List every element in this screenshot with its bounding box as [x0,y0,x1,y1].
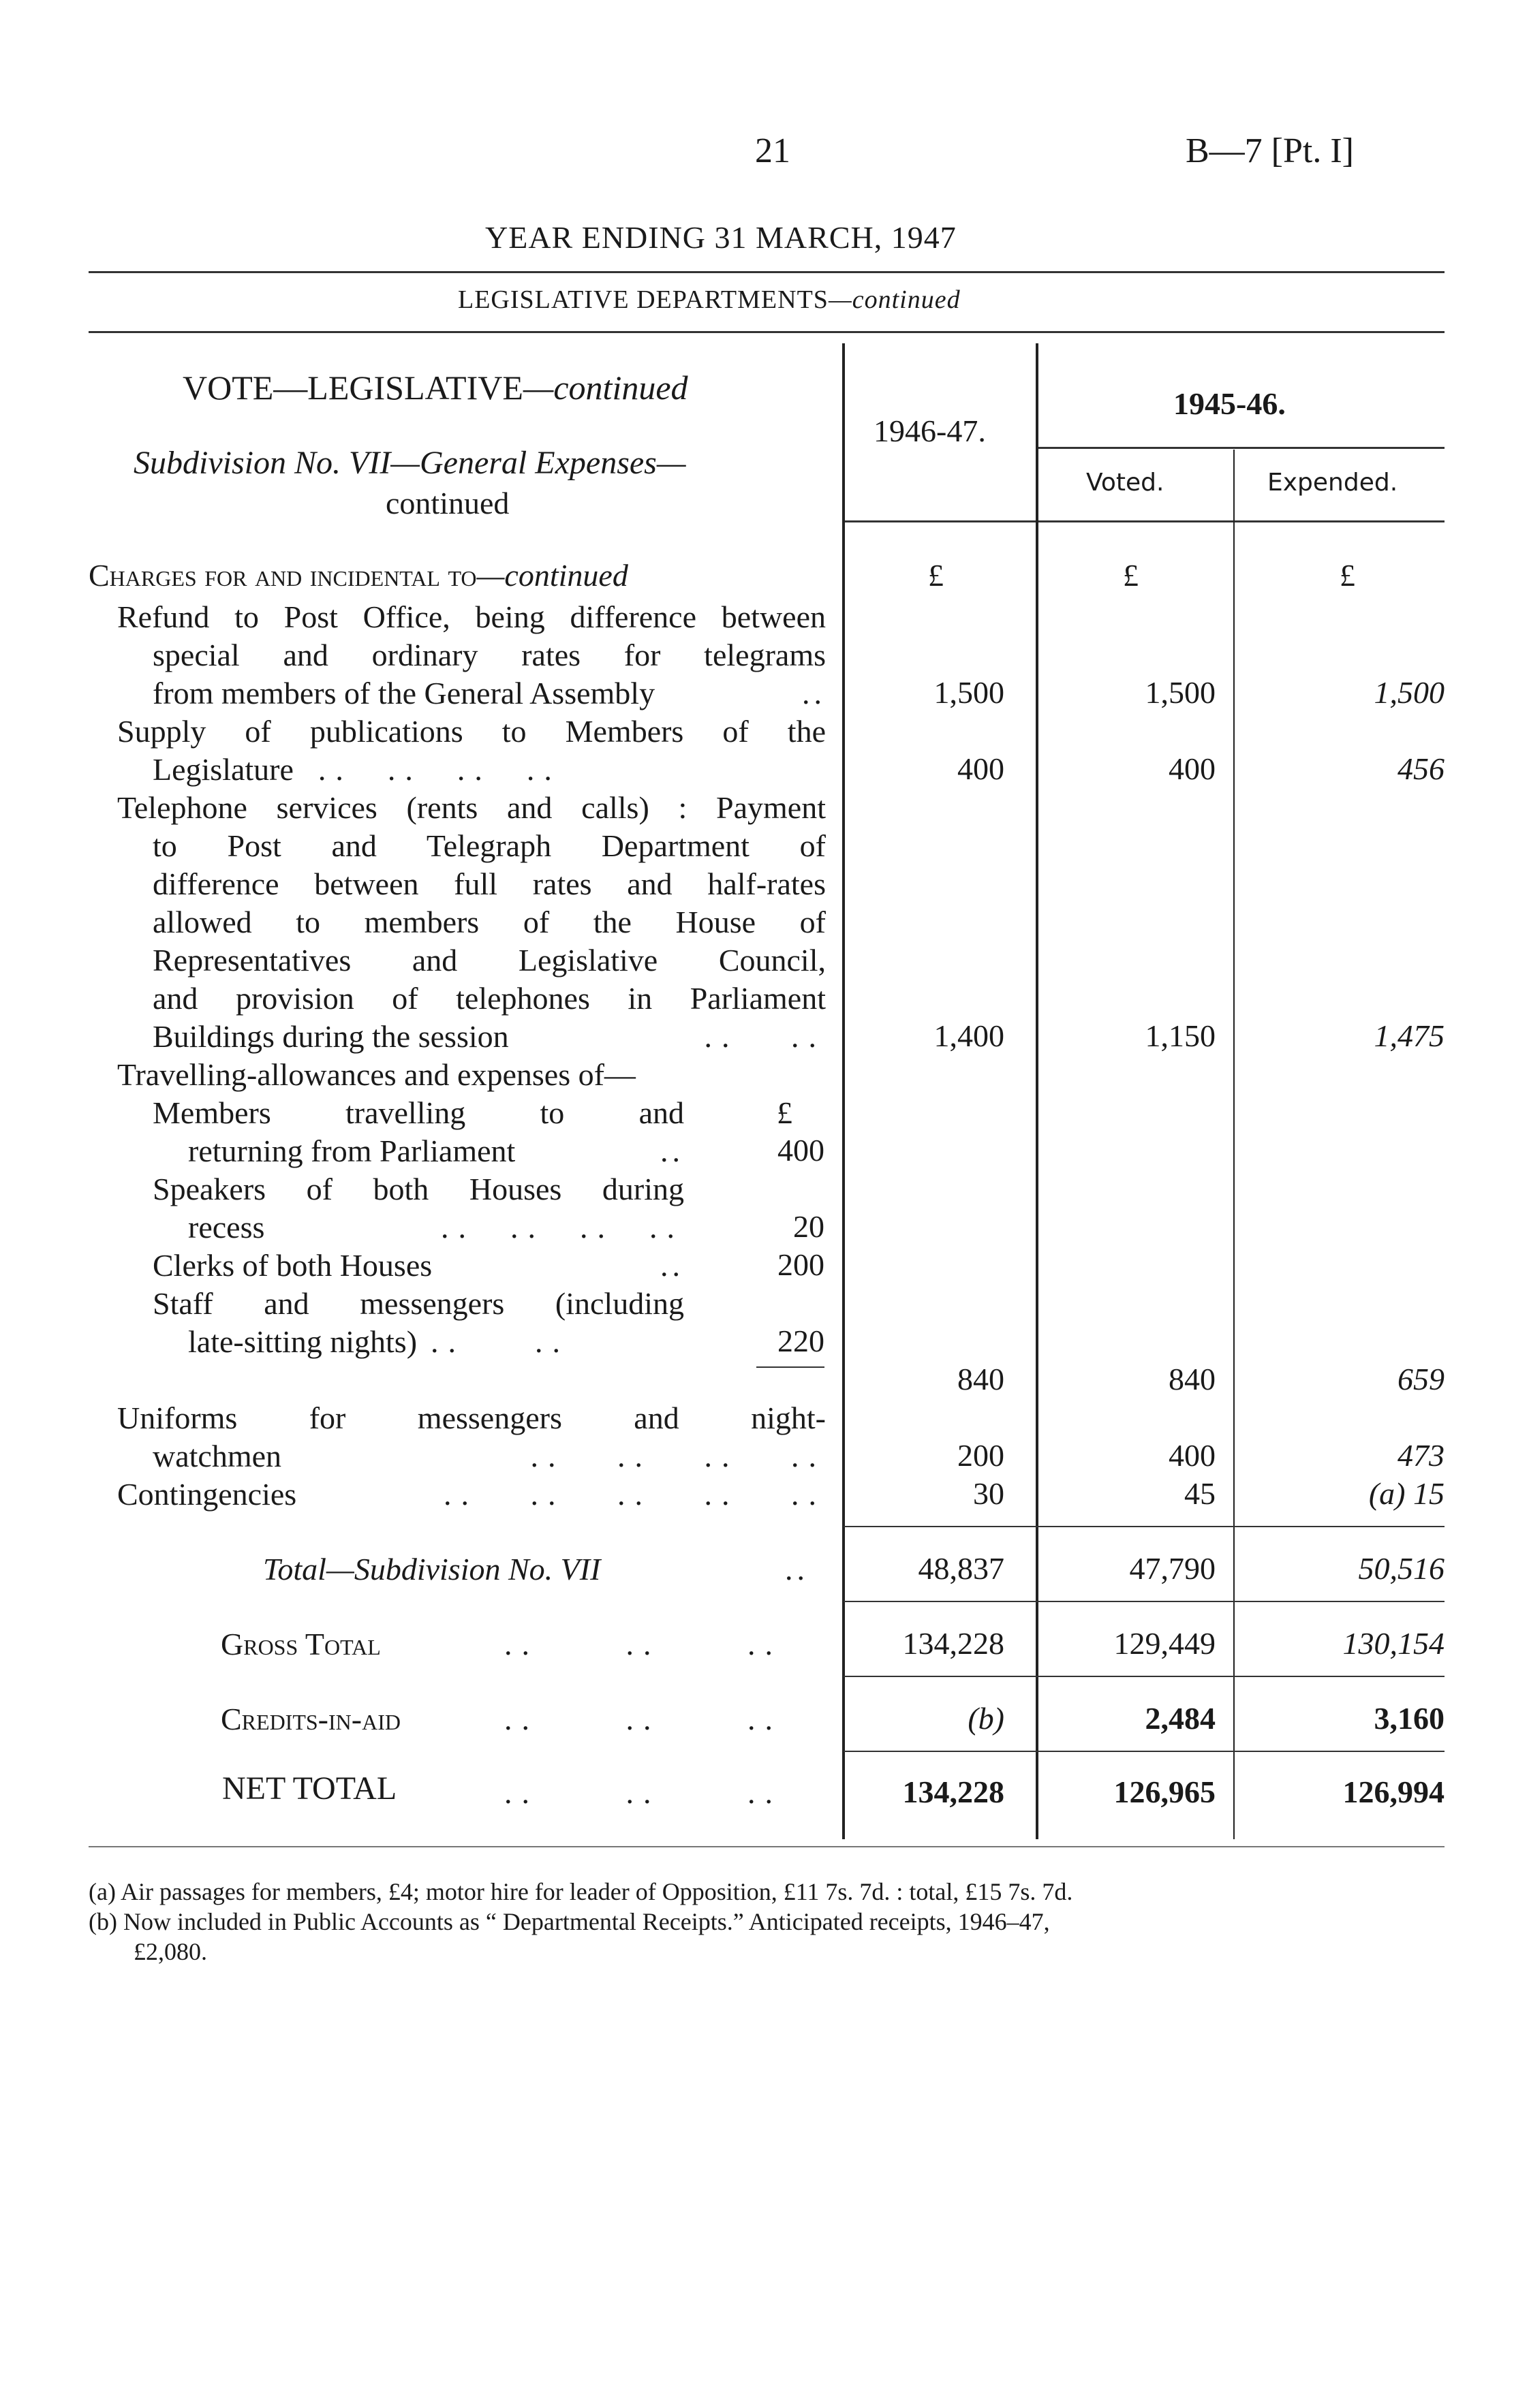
page-number: 21 [755,131,790,170]
travelling-speakers-line1: Speakers of both Houses during [153,1172,684,1206]
credits-in-aid-1946-47: (b) [968,1701,1004,1736]
net-total-expended: 126,994 [1342,1774,1445,1809]
total-rule-4 [844,1751,1445,1752]
year-title: YEAR ENDING 31 MARCH, 1947 [485,220,957,255]
travelling-clerks-line1-text: Clerks of both Houses [153,1248,433,1283]
travelling-speakers-amount: 20 [793,1209,824,1244]
item-contingencies-text: Contingencies [117,1477,297,1512]
footnote-b-line2: £2,080. [134,1938,207,1965]
document-reference: B—7 [Pt. I] [1186,131,1354,170]
telephone-expended: 1,475 [1374,1018,1445,1053]
travelling-sub-speakers [153,1170,684,1247]
travelling-sub-members [153,1094,684,1170]
item-contingencies-line [117,1475,826,1514]
total-rule-2 [844,1601,1445,1602]
item-refund-line1: Refund to Post Office, being difference between [117,599,826,634]
gross-total-voted: 129,449 [1113,1626,1216,1661]
item-telephone-line1: Telephone services (rents and calls) : Payment [117,790,826,825]
total-rule-top [844,1526,1445,1527]
column-group-rule [1037,447,1445,449]
column-header-1945-46: 1945-46. [1173,386,1286,421]
travelling-1946-47: 840 [957,1362,1004,1396]
credits-in-aid-voted: 2,484 [1145,1701,1216,1736]
leader-dots: .. .. .. .. [318,752,561,787]
section-title-suffix: —continued [828,285,961,314]
travelling-currency: £ [777,1095,792,1130]
item-telephone [117,789,826,1056]
item-refund-line3 [153,674,826,713]
telephone-1946-47: 1,400 [933,1018,1004,1053]
total-subdivision-label: Total—Subdivision No. VII [263,1552,601,1586]
section-title-main: LEGISLATIVE DEPARTMENTS [458,285,829,314]
item-uniforms [117,1399,826,1475]
item-telephone-line6: and provision of telephones in Parliament [153,981,826,1016]
vertical-rule-right [1233,450,1235,1839]
travelling-members-line2-text: returning from Parliament [188,1133,516,1168]
item-telephone-line7-text: Buildings during the session [153,1019,509,1054]
travelling-voted: 840 [1169,1362,1216,1396]
item-refund-line2: special and ordinary rates for telegrams [153,638,826,672]
leader-dots: .. [660,1133,684,1168]
net-total-label: NET TOTAL [222,1770,397,1807]
item-publications-line2-text: Legislature [153,752,294,787]
travelling-members-amount: 400 [777,1133,824,1168]
gross-total-1946-47: 134,228 [902,1626,1004,1661]
subdivision-heading: Subdivision No. VII—General Expenses— [134,445,686,481]
vote-heading-suffix: —continued [523,369,688,407]
leader-dots: .. .. [431,1324,570,1359]
uniforms-voted: 400 [1169,1438,1216,1473]
charges-heading-caps: Charges for and incidental to [89,558,477,593]
gross-total-expended: 130,154 [1342,1626,1445,1661]
currency-expended: £ [1340,558,1355,593]
contingencies-expended: (a) 15 [1368,1476,1445,1511]
publications-expended: 456 [1397,751,1445,786]
leader-dots: .. [785,1552,809,1586]
item-travelling-heading: Travelling-allowances and expenses of— [117,1057,636,1092]
leader-dots: .. .. .. .. [530,1439,826,1473]
item-telephone-line5: Representatives and Legislative Council, [153,943,826,978]
total-subdivision-voted: 47,790 [1129,1551,1216,1586]
credits-in-aid-label: Credits-in-aid [221,1702,401,1736]
column-header-expended: Expended. [1267,469,1398,497]
travelling-speakers-line2-text: recess [188,1210,265,1245]
subdivision-heading-continued: continued [386,486,510,520]
item-refund [117,598,826,713]
footnote-b-line1: (b) Now included in Public Accounts as “ Departmental Receipts.” Anticipated receipts, 1946–47, [89,1908,1050,1935]
publications-1946-47: 400 [957,751,1004,786]
item-contingencies [117,1475,826,1514]
travelling-staff-line2 [188,1323,684,1361]
leader-dots: .. .. .. [504,1702,782,1736]
currency-voted: £ [1123,558,1139,593]
net-total-voted: 126,965 [1113,1774,1216,1809]
charges-heading [89,557,628,593]
item-publications-line2 [153,751,826,789]
telephone-voted: 1,150 [1145,1018,1216,1053]
total-subdivision-1946-47: 48,837 [918,1551,1004,1586]
header-rule [89,271,1445,273]
leader-dots: .. [802,676,826,710]
leader-dots: .. .. .. [504,1627,782,1661]
item-telephone-line7 [153,1018,826,1056]
travelling-staff-line1: Staff and messengers (including [153,1286,684,1321]
total-rule-3 [844,1676,1445,1677]
travelling-expended: 659 [1397,1362,1445,1396]
refund-voted: 1,500 [1145,675,1216,710]
net-total-1946-47: 134,228 [902,1774,1004,1809]
item-telephone-line4: allowed to members of the House of [153,905,826,939]
vote-heading [183,368,688,407]
column-header-1946-47: 1946-47. [874,413,986,448]
column-header-voted: Voted. [1086,469,1164,497]
credits-in-aid-expended: 3,160 [1374,1701,1445,1736]
travelling-speakers-line2 [188,1208,684,1247]
item-uniforms-line2-text: watchmen [153,1439,282,1473]
section-title [458,285,961,315]
gross-total-label: Gross Total [221,1627,381,1661]
vote-heading-main: VOTE—LEGISLATIVE [183,369,523,407]
travelling-staff-amount: 220 [777,1324,824,1358]
item-publications-line1: Supply of publications to Members of the [117,714,826,749]
column-header-rule [844,520,1445,522]
contingencies-1946-47: 30 [973,1476,1004,1511]
leader-dots: .. .. .. [504,1775,782,1810]
section-rule [89,331,1445,333]
vertical-rule-left [842,343,845,1839]
uniforms-expended: 473 [1397,1438,1445,1473]
travelling-sub-staff [153,1285,684,1361]
leader-dots: .. .. [704,1019,826,1054]
contingencies-voted: 45 [1184,1476,1216,1511]
publications-voted: 400 [1169,751,1216,786]
currency-1946: £ [928,558,944,593]
item-telephone-line3: difference between full rates and half-rates [153,866,826,901]
total-subdivision-expended: 50,516 [1358,1551,1445,1586]
travelling-clerks-amount: 200 [777,1247,824,1282]
item-uniforms-line2 [153,1437,826,1475]
item-uniforms-line1: Uniforms for messengers and night- [117,1401,826,1435]
charges-heading-suffix: —continued [476,558,628,593]
travelling-staff-line2-text: late-sitting nights) [188,1324,418,1359]
travelling-sub-clerks [153,1247,684,1285]
item-refund-line3-text: from members of the General Assembly [153,676,655,710]
table-bottom-rule [89,1846,1445,1847]
item-telephone-line2: to Post and Telegraph Department of [153,828,826,863]
leader-dots: .. [660,1248,684,1283]
leader-dots: .. .. .. .. .. [444,1477,826,1512]
uniforms-1946-47: 200 [957,1438,1004,1473]
travelling-subtotal-rule [756,1366,824,1368]
footnote-a: (a) Air passages for members, £4; motor hire for leader of Opposition, £11 7s. 7d. : total, £15 7s. 7d. [89,1878,1073,1905]
vertical-rule-mid [1036,343,1038,1839]
refund-expended: 1,500 [1374,675,1445,710]
travelling-members-line2 [188,1132,684,1170]
travelling-members-line1: Members travelling to and [153,1095,684,1130]
leader-dots: .. .. .. .. [441,1210,684,1245]
refund-1946-47: 1,500 [933,675,1004,710]
item-publications [117,713,826,789]
travelling-clerks-line1 [153,1247,684,1285]
